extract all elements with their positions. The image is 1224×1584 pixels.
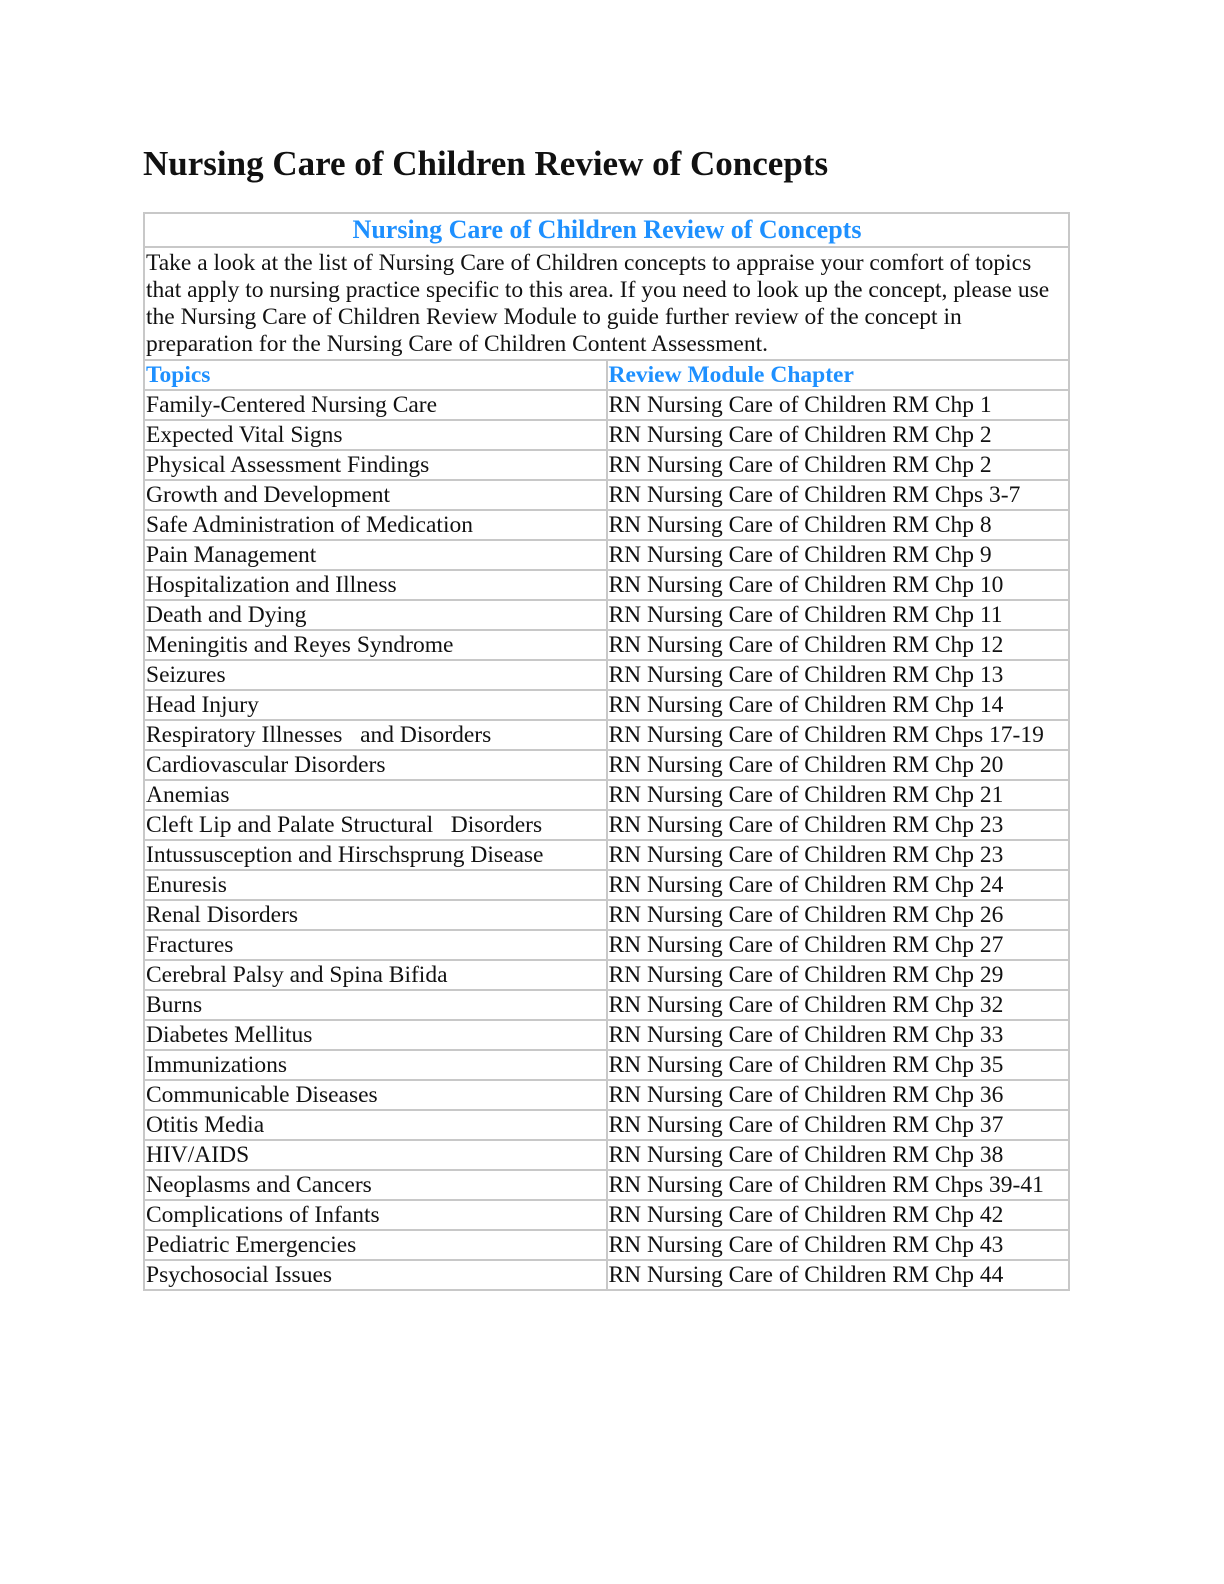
topic-cell: Communicable Diseases [144,1080,607,1110]
chapter-cell: RN Nursing Care of Children RM Chp 32 [607,990,1070,1020]
chapter-cell: RN Nursing Care of Children RM Chp 10 [607,570,1070,600]
topic-cell: Family-Centered Nursing Care [144,390,607,420]
chapter-cell: RN Nursing Care of Children RM Chp 12 [607,630,1070,660]
topic-cell: Renal Disorders [144,900,607,930]
table-row [144,930,1069,960]
chapter-header: Review Module Chapter [607,360,1070,390]
chapter-cell: RN Nursing Care of Children RM Chp 42 [607,1200,1070,1230]
topic-cell: Complications of Infants [144,1200,607,1230]
chapter-cell: RN Nursing Care of Children RM Chp 1 [607,390,1070,420]
chapter-cell: RN Nursing Care of Children RM Chp 29 [607,960,1070,990]
chapter-cell: RN Nursing Care of Children RM Chp 33 [607,1020,1070,1050]
chapter-cell: RN Nursing Care of Children RM Chp 23 [607,810,1070,840]
table-row [144,510,1069,540]
table-row [144,810,1069,840]
table-row [144,480,1069,510]
chapter-cell: RN Nursing Care of Children RM Chp 35 [607,1050,1070,1080]
chapter-cell: RN Nursing Care of Children RM Chp 44 [607,1260,1070,1290]
intro-text: Take a look at the list of Nursing Care of Children concepts to appraise your comfort of topics that apply to nursing practice specific to this area. If you need to look up the concept, please use the Nursing Care of Children Review Module to guide further review of the concept in preparation for the Nursing Care of Children Content Assessment. [144,247,1069,360]
topic-cell: Neoplasms and Cancers [144,1170,607,1200]
page-title: Nursing Care of Children Review of Concepts [143,144,829,183]
chapter-cell: RN Nursing Care of Children RM Chp 14 [607,690,1070,720]
table-row [144,1260,1069,1290]
topic-cell: Immunizations [144,1050,607,1080]
review-table [143,212,1070,1291]
chapter-cell: RN Nursing Care of Children RM Chps 17-19 [607,720,1070,750]
chapter-cell: RN Nursing Care of Children RM Chp 13 [607,660,1070,690]
table-row [144,1170,1069,1200]
table-row [144,1230,1069,1260]
chapter-cell: RN Nursing Care of Children RM Chp 37 [607,1110,1070,1140]
chapter-cell: RN Nursing Care of Children RM Chps 3-7 [607,480,1070,510]
table-row [144,570,1069,600]
topic-cell: Otitis Media [144,1110,607,1140]
table-row [144,540,1069,570]
topic-cell: Enuresis [144,870,607,900]
chapter-cell: RN Nursing Care of Children RM Chp 8 [607,510,1070,540]
topic-cell: Burns [144,990,607,1020]
chapter-cell: RN Nursing Care of Children RM Chp 2 [607,420,1070,450]
table-row [144,1200,1069,1230]
topic-cell: Intussusception and Hirschsprung Disease [144,840,607,870]
chapter-cell: RN Nursing Care of Children RM Chps 39-41 [607,1170,1070,1200]
topic-cell: Head Injury [144,690,607,720]
topic-cell: Psychosocial Issues [144,1260,607,1290]
chapter-cell: RN Nursing Care of Children RM Chp 2 [607,450,1070,480]
topic-cell: Death and Dying [144,600,607,630]
table-row [144,1050,1069,1080]
topic-cell: Cleft Lip and Palate Structural Disorders [144,810,607,840]
topic-cell: Hospitalization and Illness [144,570,607,600]
table-row [144,720,1069,750]
table-row [144,420,1069,450]
chapter-cell: RN Nursing Care of Children RM Chp 23 [607,840,1070,870]
table-row [144,1020,1069,1050]
review-table-body [144,213,1069,1290]
topic-cell: Growth and Development [144,480,607,510]
topic-cell: Safe Administration of Medication [144,510,607,540]
topics-header: Topics [144,360,607,390]
topic-cell: Fractures [144,930,607,960]
chapter-cell: RN Nursing Care of Children RM Chp 27 [607,930,1070,960]
topic-cell: Meningitis and Reyes Syndrome [144,630,607,660]
table-row [144,630,1069,660]
topic-cell: Expected Vital Signs [144,420,607,450]
table-header-row [144,360,1069,390]
table-row [144,660,1069,690]
topic-cell: Respiratory Illnesses and Disorders [144,720,607,750]
table-row [144,690,1069,720]
chapter-cell: RN Nursing Care of Children RM Chp 9 [607,540,1070,570]
chapter-cell: RN Nursing Care of Children RM Chp 11 [607,600,1070,630]
table-row [144,390,1069,420]
topic-cell: HIV/AIDS [144,1140,607,1170]
table-row [144,1080,1069,1110]
topic-cell: Seizures [144,660,607,690]
table-row [144,1110,1069,1140]
table-row [144,750,1069,780]
table-caption: Nursing Care of Children Review of Concepts [144,213,1069,247]
topic-cell: Pain Management [144,540,607,570]
topic-cell: Physical Assessment Findings [144,450,607,480]
table-caption-row [144,213,1069,247]
chapter-cell: RN Nursing Care of Children RM Chp 38 [607,1140,1070,1170]
table-row [144,990,1069,1020]
table-row [144,960,1069,990]
chapter-cell: RN Nursing Care of Children RM Chp 43 [607,1230,1070,1260]
table-row [144,900,1069,930]
chapter-cell: RN Nursing Care of Children RM Chp 24 [607,870,1070,900]
table-row [144,870,1069,900]
topic-cell: Cardiovascular Disorders [144,750,607,780]
intro-row [144,247,1069,360]
topic-cell: Anemias [144,780,607,810]
topic-cell: Cerebral Palsy and Spina Bifida [144,960,607,990]
table-row [144,450,1069,480]
chapter-cell: RN Nursing Care of Children RM Chp 20 [607,750,1070,780]
table-row [144,600,1069,630]
topic-cell: Pediatric Emergencies [144,1230,607,1260]
chapter-cell: RN Nursing Care of Children RM Chp 21 [607,780,1070,810]
chapter-cell: RN Nursing Care of Children RM Chp 26 [607,900,1070,930]
chapter-cell: RN Nursing Care of Children RM Chp 36 [607,1080,1070,1110]
table-row [144,840,1069,870]
table-row [144,1140,1069,1170]
topic-cell: Diabetes Mellitus [144,1020,607,1050]
table-row [144,780,1069,810]
